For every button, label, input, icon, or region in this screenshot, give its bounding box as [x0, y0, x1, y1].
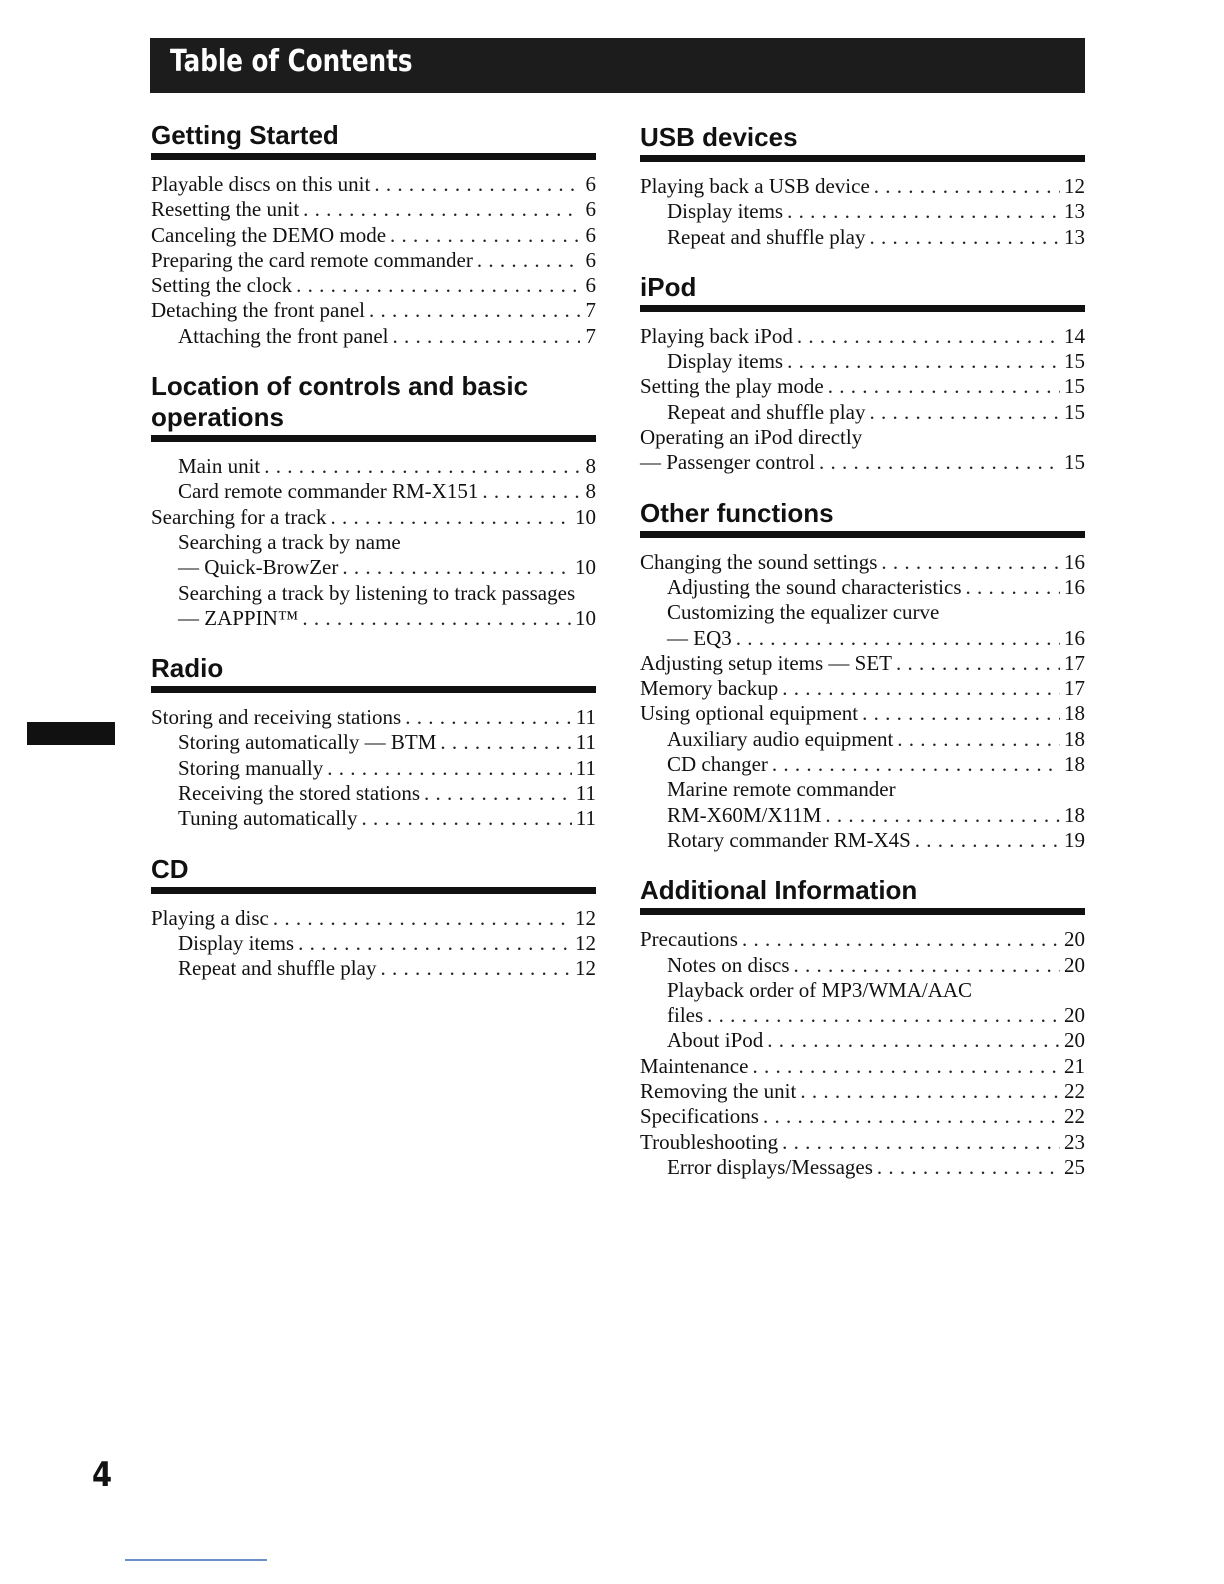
dot-leader — [787, 349, 1060, 374]
toc-entry-list — [640, 927, 1085, 1180]
toc-entry-title: Removing the unit — [640, 1079, 797, 1104]
toc-entry-title: Storing automatically — BTM — [178, 730, 437, 755]
toc-entry-page: 18 — [1064, 726, 1085, 751]
toc-entry-page: 6 — [585, 222, 596, 247]
toc-entry[interactable] — [151, 606, 596, 631]
section-heading: Other functions — [640, 497, 834, 528]
toc-entry[interactable] — [151, 806, 596, 831]
dot-leader — [393, 324, 580, 349]
dot-leader — [380, 956, 571, 981]
toc-entry[interactable] — [640, 828, 1085, 853]
toc-entry[interactable] — [151, 931, 596, 956]
dot-leader — [440, 730, 571, 755]
toc-entry-page: 19 — [1064, 827, 1085, 852]
toc-entry[interactable] — [640, 1130, 1085, 1155]
toc-entry[interactable] — [151, 248, 596, 273]
toc-entry[interactable] — [640, 550, 1085, 575]
toc-entry-page: 11 — [575, 705, 596, 730]
toc-entry[interactable] — [151, 530, 596, 555]
toc-entry[interactable] — [151, 730, 596, 755]
toc-entry-page: 10 — [575, 555, 596, 580]
toc-entry-title: Setting the clock — [151, 273, 293, 298]
toc-entry[interactable] — [640, 374, 1085, 399]
section-rule — [151, 153, 596, 160]
dot-leader — [825, 803, 1060, 828]
dot-leader — [273, 906, 571, 931]
toc-entry-title: Card remote commander RM-X151 — [178, 479, 479, 504]
toc-entry-title: Playing back a USB device — [640, 174, 870, 198]
toc-entry-page: 6 — [585, 247, 596, 272]
toc-entry-title: CD changer — [667, 752, 768, 777]
toc-entry-title: Repeat and shuffle play — [178, 956, 377, 981]
toc-section-location-of-controls-and-basic-operations — [151, 371, 596, 631]
dot-leader — [369, 298, 580, 323]
section-rule — [640, 155, 1085, 162]
section-rule — [151, 435, 596, 442]
toc-entry-page: 14 — [1064, 323, 1085, 348]
toc-entry-page: 25 — [1064, 1154, 1085, 1179]
toc-entry-title: — Quick-BrowZer — [178, 555, 339, 580]
toc-entry-page: 10 — [575, 504, 596, 529]
toc-entry[interactable] — [151, 705, 596, 730]
toc-entry-title: Resetting the unit — [151, 197, 300, 222]
toc-entry-title: Searching for a track — [151, 504, 327, 529]
dot-leader — [881, 550, 1060, 575]
toc-entry[interactable] — [640, 676, 1085, 701]
section-heading: Radio — [151, 653, 224, 684]
toc-entry-page: 8 — [585, 479, 596, 504]
toc-section-ipod — [640, 272, 1085, 476]
toc-entry[interactable] — [640, 225, 1085, 250]
toc-entry-title: Notes on discs — [667, 952, 790, 977]
dot-leader — [361, 806, 571, 831]
dot-leader — [897, 727, 1060, 752]
toc-entry-page: 17 — [1064, 650, 1085, 675]
toc-entry-title: Precautions — [640, 927, 738, 952]
toc-entry-title: Using optional equipment — [640, 701, 859, 726]
toc-entry-list — [640, 550, 1085, 854]
toc-entry-page: 20 — [1064, 1028, 1085, 1053]
toc-entry[interactable] — [640, 324, 1085, 349]
dot-leader — [782, 1130, 1060, 1155]
dot-leader — [828, 374, 1060, 399]
toc-entry-title: — EQ3 — [667, 625, 732, 650]
toc-entry[interactable] — [151, 324, 596, 349]
toc-entry-title: About iPod — [667, 1028, 764, 1053]
dot-leader — [303, 197, 580, 222]
toc-banner — [150, 38, 1085, 93]
toc-entry[interactable] — [640, 651, 1085, 676]
toc-entry-title: Changing the sound settings — [640, 549, 878, 574]
dot-leader — [390, 223, 580, 248]
toc-entry[interactable] — [640, 1079, 1085, 1104]
dot-leader — [782, 676, 1060, 701]
toc-entry[interactable] — [640, 1003, 1085, 1028]
dot-leader — [966, 575, 1060, 600]
toc-entry[interactable] — [640, 174, 1085, 199]
toc-entry[interactable] — [151, 479, 596, 504]
dot-leader — [342, 555, 571, 580]
toc-entry-title: Display items — [667, 349, 784, 374]
toc-entry-page: 7 — [585, 323, 596, 348]
toc-entry[interactable] — [640, 978, 1085, 1003]
toc-entry-page: 15 — [1064, 450, 1085, 475]
toc-entry-page: 23 — [1064, 1129, 1085, 1154]
dot-leader — [772, 752, 1060, 777]
section-heading: USB devices — [640, 122, 798, 152]
toc-entry-page: 12 — [575, 930, 596, 955]
toc-entry[interactable] — [151, 581, 596, 606]
section-rule — [640, 305, 1085, 312]
toc-entry[interactable] — [151, 505, 596, 530]
dot-leader — [736, 626, 1060, 651]
page-title: Table of Contents — [170, 44, 413, 79]
toc-entry[interactable] — [640, 400, 1085, 425]
toc-entry-title: Repeat and shuffle play — [667, 399, 866, 424]
toc-entry-list — [151, 172, 596, 349]
toc-entry-title: Canceling the DEMO mode — [151, 222, 387, 247]
dot-leader — [819, 450, 1060, 475]
page-number: 4 — [92, 1455, 113, 1495]
toc-entry-title: Main unit — [178, 454, 261, 479]
toc-entry-title: Storing manually — [178, 755, 324, 780]
toc-entry-title: Error displays/Messages — [667, 1154, 873, 1179]
toc-entry-page: 15 — [1064, 399, 1085, 424]
dot-leader — [405, 705, 572, 730]
dot-leader — [767, 1028, 1060, 1053]
dot-leader — [763, 1104, 1060, 1129]
toc-entry[interactable] — [640, 626, 1085, 651]
toc-entry-page: 20 — [1064, 927, 1085, 952]
toc-entry-title: Attaching the front panel — [178, 323, 389, 348]
toc-entry-title: Playing a disc — [151, 905, 269, 930]
section-heading: Getting Started — [151, 120, 339, 150]
section-rule — [640, 908, 1085, 915]
toc-entry[interactable] — [151, 197, 596, 222]
toc-entry-title: — ZAPPIN™ — [178, 605, 299, 630]
toc-entry-title: Troubleshooting — [640, 1129, 779, 1154]
toc-entry-page: 16 — [1064, 625, 1085, 650]
toc-entry-title: Playing back iPod — [640, 323, 793, 348]
toc-entry-title: Preparing the card remote commander — [151, 247, 473, 272]
toc-entry[interactable] — [640, 450, 1085, 475]
toc-entry-title: Searching a track by name — [178, 529, 401, 554]
toc-section-additional-information — [640, 875, 1085, 1180]
toc-entry[interactable] — [640, 727, 1085, 752]
toc-entry[interactable] — [151, 454, 596, 479]
toc-entry[interactable] — [151, 956, 596, 981]
toc-section-radio — [151, 653, 596, 831]
toc-entry-title: Playable discs on this unit — [151, 172, 371, 196]
toc-section-cd — [151, 854, 596, 982]
toc-entry-page: 22 — [1064, 1079, 1085, 1104]
dot-leader — [424, 781, 572, 806]
dot-leader — [877, 1155, 1060, 1180]
toc-entry-title: Adjusting setup items — SET — [640, 650, 892, 675]
toc-entry[interactable] — [640, 199, 1085, 224]
toc-entry-page: 6 — [585, 172, 596, 196]
toc-entry-list — [151, 454, 596, 631]
toc-right-column — [640, 122, 1085, 1202]
dot-leader — [752, 1054, 1060, 1079]
toc-entry-page: 15 — [1064, 374, 1085, 399]
toc-entry-page: 16 — [1064, 549, 1085, 574]
toc-entry-page: 21 — [1064, 1053, 1085, 1078]
toc-entry-title: Tuning automatically — [178, 806, 358, 831]
toc-entry-page: 10 — [575, 605, 596, 630]
dot-leader — [794, 953, 1061, 978]
toc-entry[interactable] — [640, 575, 1085, 600]
section-rule — [640, 531, 1085, 538]
dot-leader — [915, 828, 1060, 853]
toc-entry-title: — Passenger control — [640, 450, 815, 475]
toc-entry-page: 13 — [1064, 199, 1085, 224]
toc-entry[interactable] — [151, 273, 596, 298]
dot-leader — [327, 756, 572, 781]
dot-leader — [331, 505, 572, 530]
toc-entry[interactable] — [640, 777, 1085, 802]
toc-entry-title: Operating an iPod directly — [640, 425, 863, 450]
toc-entry-page: 7 — [585, 298, 596, 323]
toc-entry-page: 8 — [585, 454, 596, 479]
toc-entry-page: 11 — [575, 730, 596, 755]
toc-entry-title: Repeat and shuffle play — [667, 224, 866, 249]
toc-section-getting-started — [151, 120, 596, 349]
dot-leader — [797, 324, 1060, 349]
dot-leader — [482, 479, 580, 504]
toc-entry-title: Marine remote commander — [667, 777, 896, 802]
section-heading: iPod — [640, 271, 697, 302]
dot-leader — [477, 248, 580, 273]
dot-leader — [800, 1079, 1060, 1104]
toc-entry[interactable] — [640, 1028, 1085, 1053]
toc-entry-title: Playback order of MP3/WMA/AAC — [667, 977, 973, 1002]
dot-leader — [862, 701, 1060, 726]
toc-entry-title: Memory backup — [640, 676, 779, 701]
toc-entry[interactable] — [640, 701, 1085, 726]
dot-leader — [787, 199, 1060, 224]
dot-leader — [869, 225, 1060, 250]
toc-entry[interactable] — [640, 349, 1085, 374]
toc-entry[interactable] — [151, 756, 596, 781]
toc-entry-page: 13 — [1064, 224, 1085, 249]
toc-entry-title: Customizing the equalizer curve — [667, 600, 940, 625]
toc-entry-page: 6 — [585, 197, 596, 222]
toc-entry-page: 17 — [1064, 676, 1085, 701]
toc-entry[interactable] — [640, 953, 1085, 978]
toc-entry-title: Display items — [178, 930, 295, 955]
toc-section-usb-devices — [640, 122, 1085, 250]
toc-left-column — [151, 120, 596, 1004]
dot-leader — [742, 927, 1060, 952]
toc-entry[interactable] — [151, 555, 596, 580]
toc-entry-page: 16 — [1064, 574, 1085, 599]
toc-entry-page: 11 — [575, 781, 596, 806]
dot-leader — [869, 400, 1060, 425]
toc-entry-page: 18 — [1064, 701, 1085, 726]
toc-entry-title: Setting the play mode — [640, 374, 824, 399]
toc-entry-page: 6 — [585, 273, 596, 298]
toc-entry-title: Display items — [667, 199, 784, 224]
toc-entry[interactable] — [640, 425, 1085, 450]
toc-entry[interactable] — [640, 1104, 1085, 1129]
toc-entry-list — [640, 174, 1085, 250]
toc-entry[interactable] — [640, 927, 1085, 952]
toc-entry-page: 20 — [1064, 952, 1085, 977]
toc-entry-page: 18 — [1064, 802, 1085, 827]
dot-leader — [298, 931, 571, 956]
dot-leader — [264, 454, 580, 479]
toc-entry[interactable] — [640, 600, 1085, 625]
section-rule — [151, 686, 596, 693]
toc-entry[interactable] — [640, 752, 1085, 777]
toc-entry-page: 20 — [1064, 1003, 1085, 1028]
toc-entry-title: Maintenance — [640, 1053, 749, 1078]
toc-entry-list — [151, 906, 596, 982]
dot-leader — [707, 1003, 1060, 1028]
toc-entry-title: Detaching the front panel — [151, 298, 365, 323]
dot-leader — [896, 651, 1060, 676]
toc-entry-page: 12 — [1064, 174, 1085, 198]
section-heading: Location of controls and basic operations — [151, 371, 529, 433]
toc-entry[interactable] — [640, 1054, 1085, 1079]
dot-leader — [374, 172, 580, 197]
toc-entry-page: 15 — [1064, 349, 1085, 374]
toc-entry-title: Adjusting the sound characteristics — [667, 574, 962, 599]
toc-entry-list — [640, 324, 1085, 476]
dot-leader — [296, 273, 580, 298]
bottom-divider — [125, 1559, 267, 1561]
toc-entry-list — [151, 705, 596, 831]
toc-entry-title: Receiving the stored stations — [178, 781, 421, 806]
toc-entry-title: Specifications — [640, 1104, 759, 1129]
toc-entry-page: 11 — [575, 755, 596, 780]
toc-entry[interactable] — [151, 781, 596, 806]
toc-entry[interactable] — [151, 223, 596, 248]
dot-leader — [874, 174, 1060, 199]
toc-entry[interactable] — [151, 298, 596, 323]
toc-entry[interactable] — [151, 172, 596, 197]
toc-entry-title: Rotary commander RM-X4S — [667, 827, 911, 852]
toc-entry-page: 18 — [1064, 752, 1085, 777]
toc-entry-title: Auxiliary audio equipment — [667, 726, 894, 751]
toc-entry-page: 12 — [575, 905, 596, 930]
section-heading: Additional Information — [640, 875, 918, 906]
toc-entry[interactable] — [151, 906, 596, 931]
section-heading: CD — [151, 853, 189, 884]
toc-entry[interactable] — [640, 1155, 1085, 1180]
toc-entry-page: 12 — [575, 956, 596, 981]
section-rule — [151, 887, 596, 894]
toc-entry-title: RM-X60M/X11M — [667, 802, 822, 827]
toc-entry-page: 22 — [1064, 1104, 1085, 1129]
toc-entry[interactable] — [640, 803, 1085, 828]
toc-entry-page: 11 — [575, 806, 596, 831]
toc-section-other-functions — [640, 498, 1085, 854]
toc-entry-title: Storing and receiving stations — [151, 705, 402, 730]
section-tab-marker — [27, 722, 115, 745]
toc-entry-title: Searching a track by listening to track passages — [178, 580, 576, 605]
dot-leader — [302, 606, 571, 631]
toc-entry-title: files — [667, 1003, 704, 1028]
